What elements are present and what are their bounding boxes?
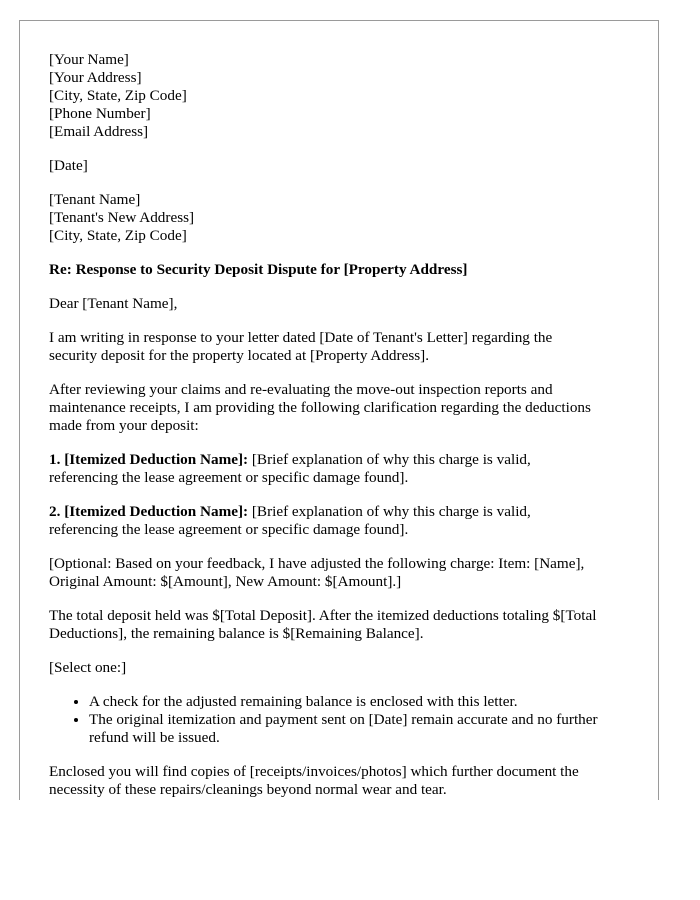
review-line: made from your deposit: <box>49 417 199 434</box>
review-paragraph <box>49 381 639 435</box>
letter-content <box>49 51 639 799</box>
salutation: Dear [Tenant Name], <box>49 295 178 312</box>
optional-line: Original Amount: $[Amount], New Amount: $[Amount].] <box>49 573 402 590</box>
recipient-name: [Tenant Name] <box>49 191 141 208</box>
recipient-block <box>49 191 639 245</box>
sender-city-state-zip: [City, State, Zip Code] <box>49 87 187 104</box>
deduction-item-2 <box>49 503 639 539</box>
intro-line: I am writing in response to your letter dated [Date of Tenant's Letter] regarding the <box>49 329 553 346</box>
sender-block <box>49 51 639 141</box>
sender-address: [Your Address] <box>49 69 142 86</box>
total-line: Deductions], the remaining balance is $[Remaining Balance]. <box>49 625 424 642</box>
subject-line: Re: Response to Security Deposit Dispute for [Property Address] <box>49 261 468 278</box>
deduction-explanation-cont: referencing the lease agreement or specific damage found]. <box>49 521 409 538</box>
deduction-explanation: [Brief explanation of why this charge is valid, <box>248 451 531 468</box>
options-list <box>49 693 639 747</box>
enclosed-paragraph <box>49 763 639 799</box>
deduction-item-1 <box>49 451 639 487</box>
option-line-cont: refund will be issued. <box>89 729 220 746</box>
enclosed-line: necessity of these repairs/cleanings beyond normal wear and tear. <box>49 781 447 798</box>
intro-line: security deposit for the property located at [Property Address]. <box>49 347 429 364</box>
optional-adjustment <box>49 555 639 591</box>
review-line: After reviewing your claims and re-evaluating the move-out inspection reports and <box>49 381 553 398</box>
deduction-explanation: [Brief explanation of why this charge is valid, <box>248 503 531 520</box>
deduction-explanation-cont: referencing the lease agreement or specific damage found]. <box>49 469 409 486</box>
option-line: • A check for the adjusted remaining balance is enclosed with this letter. <box>89 693 518 710</box>
recipient-city-state-zip: [City, State, Zip Code] <box>49 227 187 244</box>
total-line: The total deposit held was $[Total Deposit]. After the itemized deductions totaling $[Total <box>49 607 597 624</box>
list-item <box>89 693 639 711</box>
sender-phone: [Phone Number] <box>49 105 151 122</box>
letter-date: [Date] <box>49 157 88 174</box>
review-line: maintenance receipts, I am providing the following clarification regarding the deductions <box>49 399 591 416</box>
sender-email: [Email Address] <box>49 123 149 140</box>
deduction-label: 1. [Itemized Deduction Name]: <box>49 451 249 468</box>
list-item <box>89 711 639 747</box>
option-line: • The original itemization and payment sent on [Date] remain accurate and no further <box>89 711 598 728</box>
sender-name: [Your Name] <box>49 51 129 68</box>
intro-paragraph <box>49 329 639 365</box>
optional-line: [Optional: Based on your feedback, I have adjusted the following charge: Item: [Name], <box>49 555 585 572</box>
enclosed-line: Enclosed you will find copies of [receipts/invoices/photos] which further document the <box>49 763 579 780</box>
select-one-label: [Select one:] <box>49 659 127 676</box>
total-paragraph <box>49 607 639 643</box>
recipient-address: [Tenant's New Address] <box>49 209 195 226</box>
deduction-label: 2. [Itemized Deduction Name]: <box>49 503 249 520</box>
letter-page <box>19 20 659 800</box>
